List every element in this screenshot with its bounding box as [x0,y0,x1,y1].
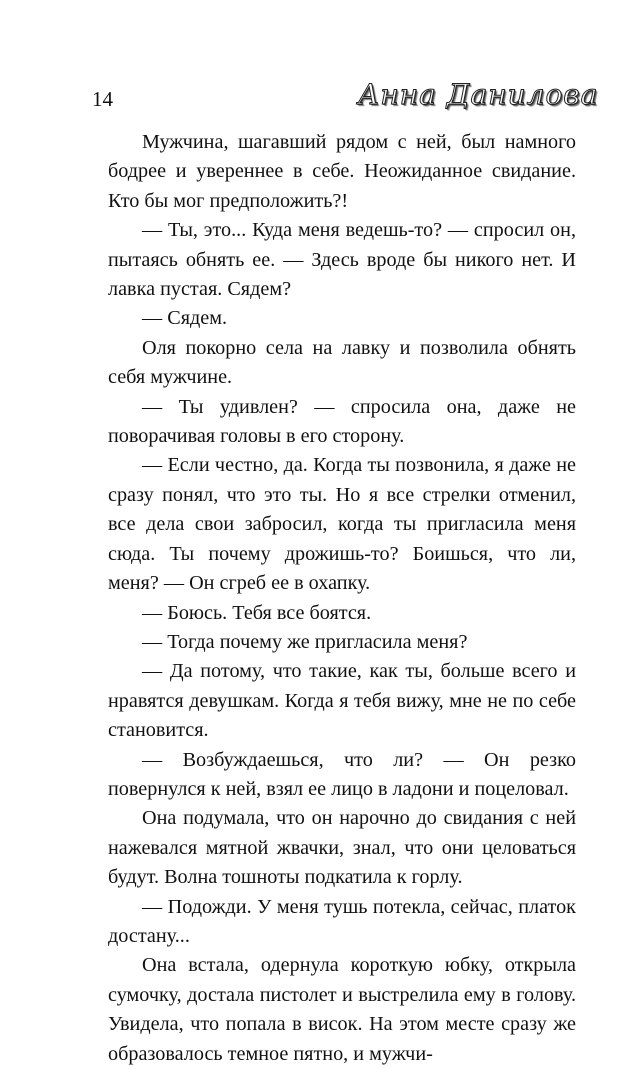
paragraph: Оля покорно села на лавку и позволила обнять себя мужчине. [108,336,576,389]
paragraph: — Возбуждаешься, что ли? — Он резко повернулся к ней, взял ее лицо в ладони и поцеловал. [108,748,576,800]
paragraph: — Боюсь. Тебя все боятся. [142,601,372,624]
author-header: Анна Данилова [358,78,599,111]
paragraph: — Сядем. [142,307,228,330]
paragraph: Она подумала, что он нарочно до свидания с ней нажевался мятной жвачки, знал, что они целоваться будут. Волна тошноты подкатила к горлу. [108,807,576,889]
paragraph: — Если честно, да. Когда ты позвонила, я даже не сразу понял, что это ты. Но я все стрелки отменил, все дела свои забросил, когда ты пригласила меня сюда. Ты почему дрожишь-то? Боишься, что ли, меня? — Он сгреб ее в охапку. [108,454,576,595]
paragraph: — Да потому, что такие, как ты, больше всего и нравятся девушкам. Когда я тебя вижу, мне не по себе становится. [108,660,576,742]
paragraph: — Тогда почему же пригласила меня? [142,630,468,653]
paragraph: — Ты, это... Куда меня ведешь-то? — спросил он, пытаясь обнять ее. — Здесь вроде бы никого нет. И лавка пустая. Сядем? [108,219,576,301]
paragraph: — Подожди. У меня тушь потекла, сейчас, платок достану... [108,895,576,947]
paragraph: — Ты удивлен? — спросила она, даже не поворачивая головы в его сторону. [108,395,576,448]
page-number: 14 [92,87,113,111]
body-text [108,128,576,1069]
paragraph: Мужчина, шагавший рядом с ней, был намного бодрее и увереннее в себе. Неожиданное свидание. Кто бы мог предположить?! [108,131,576,212]
paragraph: Она встала, одернула короткую юбку, открыла сумочку, достала пистолет и выстрелила ему в голову. Увидела, что попала в висок. На этом месте сразу же образовалось темное пятно, и мужчи- [108,954,576,1065]
